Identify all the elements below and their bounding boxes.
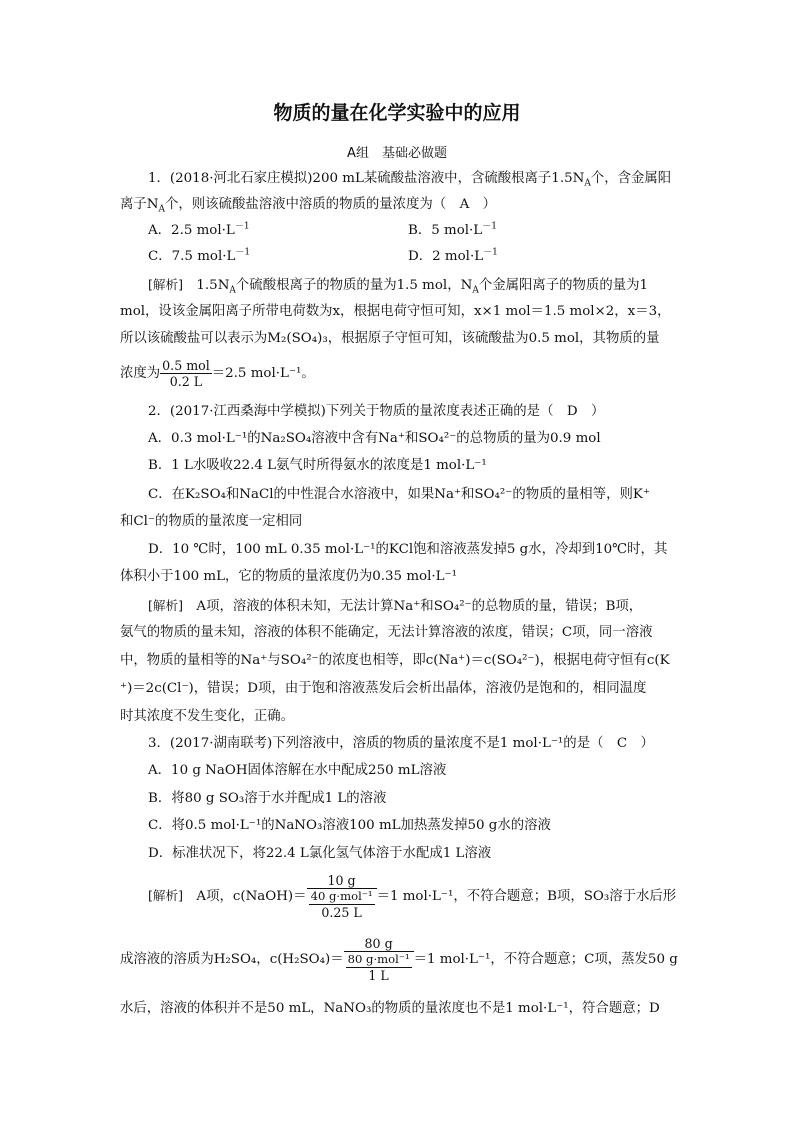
page-title: 物质的量在化学实验中的应用 bbox=[273, 102, 521, 124]
explanation-tag: [解析] bbox=[148, 888, 184, 903]
q1-option-b: B．5 $mol\cdot L^{-1}$ bbox=[408, 221, 497, 238]
q1-stem-line2: 离子$N_A$个，则该硫酸盐溶液中溶质的物质的量浓度为（ A ） bbox=[120, 197, 497, 215]
q3-option-d: D．标准状况下，将22.4 L氯化氢气体溶于水配成1 L溶液 bbox=[148, 846, 492, 861]
q2-option-d-line2: 体积小于100 mL，它的物质的量浓度仍为0.35 mol·L⁻¹ bbox=[120, 569, 457, 584]
q3-option-b: B．将80 g SO₃溶于水并配成1 L的溶液 bbox=[148, 791, 387, 806]
q1-option-c: C．7.5 $mol\cdot L^{-1}$ bbox=[148, 247, 251, 264]
q2-option-a: A．0.3 mol·L⁻¹的Na₂SO₄溶液中含有Na⁺和SO₄²⁻的总物质的量为0.9 mol bbox=[148, 431, 601, 446]
q3-option-a: A．10 g NaOH固体溶解在水中配成250 mL溶液 bbox=[148, 763, 447, 778]
q2-option-b: B．1 L水吸收22.4 L氨气时所得氨水的浓度是1 mol·L⁻¹ bbox=[148, 458, 487, 473]
explanation-tag: [解析] bbox=[148, 598, 184, 613]
q3-option-c: C．将0.5 mol·L⁻¹的NaNO₃溶液100 mL加热蒸发掉50 g水的溶液 bbox=[148, 818, 551, 833]
q1-explanation-line1: [解析] $1.5N_A$个硫酸根离子的物质的量为1.5 mol，$N_A$个金属阳离子的物质的量为1 bbox=[148, 277, 649, 296]
q2-option-d-line1: D．10 ℃时，100 mL 0.35 mol·L⁻¹的KCl饱和溶液蒸发掉5 g水，冷却到10℃时，其 bbox=[148, 542, 668, 557]
fraction-h2so4: 80 g 80 g·mol⁻¹ 1 L bbox=[344, 936, 414, 983]
q1-option-a: A．2.5 $mol\cdot L^{-1}$ bbox=[148, 221, 250, 238]
q1-option-d: D．2 $mol\cdot L^{-1}$ bbox=[408, 247, 498, 264]
q1-stem-line1: 1．(2018·河北石家庄模拟)200 mL某硫酸盐溶液中，含硫酸根离子$1.5N_A$个，含金属阳 bbox=[148, 171, 672, 189]
q2-explanation-line4: ⁺)＝2c(Cl⁻)，错误；D项，由于饱和溶液蒸发后会析出晶体，溶液仍是饱和的，相同温度 bbox=[120, 681, 647, 696]
q2-option-c-line2: 和Cl⁻的物质的量浓度一定相同 bbox=[120, 514, 303, 529]
fraction-naoh: 10 g 40 g·mol⁻¹ 0.25 L bbox=[307, 873, 377, 920]
q3-explanation-line3: 水后，溶液的体积并不是50 mL，NaNO₃的物质的量浓度也不是1 mol·L⁻¹，符合题意；D bbox=[120, 1001, 660, 1016]
q1-explanation-line4: 浓度为 $\frac{\text{0.5 mol}}{0.2 L}$ ＝2.5 mol·L⁻¹。 bbox=[120, 358, 315, 389]
q2-option-c-line1: C．在K₂SO₄和NaCl的中性混合水溶液中，如果Na⁺和SO₄²⁻的物质的量相等，则K⁺ bbox=[148, 487, 650, 502]
q1-explanation-line2: mol，设该金属阳离子所带电荷数为x，根据电荷守恒可知，x×1 mol＝1.5 mol×2，x＝3， bbox=[120, 304, 671, 319]
q1-explanation-line3: 所以该硫酸盐可以表示为M₂(SO₄)₃，根据原子守恒可知，该硫酸盐为0.5 mol，其物质的量 bbox=[120, 331, 660, 346]
explanation-tag: [解析] bbox=[148, 277, 184, 292]
section-heading: A组 基础必做题 bbox=[347, 146, 447, 161]
fraction-concentration: $\frac{\text{0.5 mol}}{0.2 L}$ bbox=[162, 358, 210, 389]
q2-explanation-line2: 氨气的物质的量未知，溶液的体积不能确定，无法计算溶液的浓度，错误；C项，同一溶液 bbox=[120, 625, 653, 640]
q3-explanation-line1: [解析] A项，c(NaOH)＝ 10 g 40 g·mol⁻¹ 0.25 L ＝1 mol·L⁻¹，不符合题意；B项，SO₃溶于水后形 bbox=[148, 873, 677, 920]
q2-explanation-line5: 时其浓度不发生变化，正确。 bbox=[120, 709, 295, 724]
q2-stem: 2．(2017·江西桑海中学模拟)下列关于物质的量浓度表述正确的是（ D ） bbox=[148, 404, 605, 419]
q3-stem: 3．(2017·湖南联考)下列溶液中，溶质的物质的量浓度不是1 mol·L⁻¹的是（ C ） bbox=[148, 736, 654, 751]
q3-explanation-line2: 成溶液的溶质为H₂SO₄，c(H₂SO₄)＝ 80 g 80 g·mol⁻¹ 1 L ＝1 mol·L⁻¹，不符合题意；C项，蒸发50 g bbox=[120, 936, 678, 983]
q2-explanation-line1: [解析] A项，溶液的体积未知，无法计算Na⁺和SO₄²⁻的总物质的量，错误；B项， bbox=[148, 598, 643, 614]
q2-explanation-line3: 中，物质的量相等的Na⁺与SO₄²⁻的浓度也相等，即c(Na⁺)＝c(SO₄²⁻)，根据电荷守恒有c(K bbox=[120, 653, 670, 668]
